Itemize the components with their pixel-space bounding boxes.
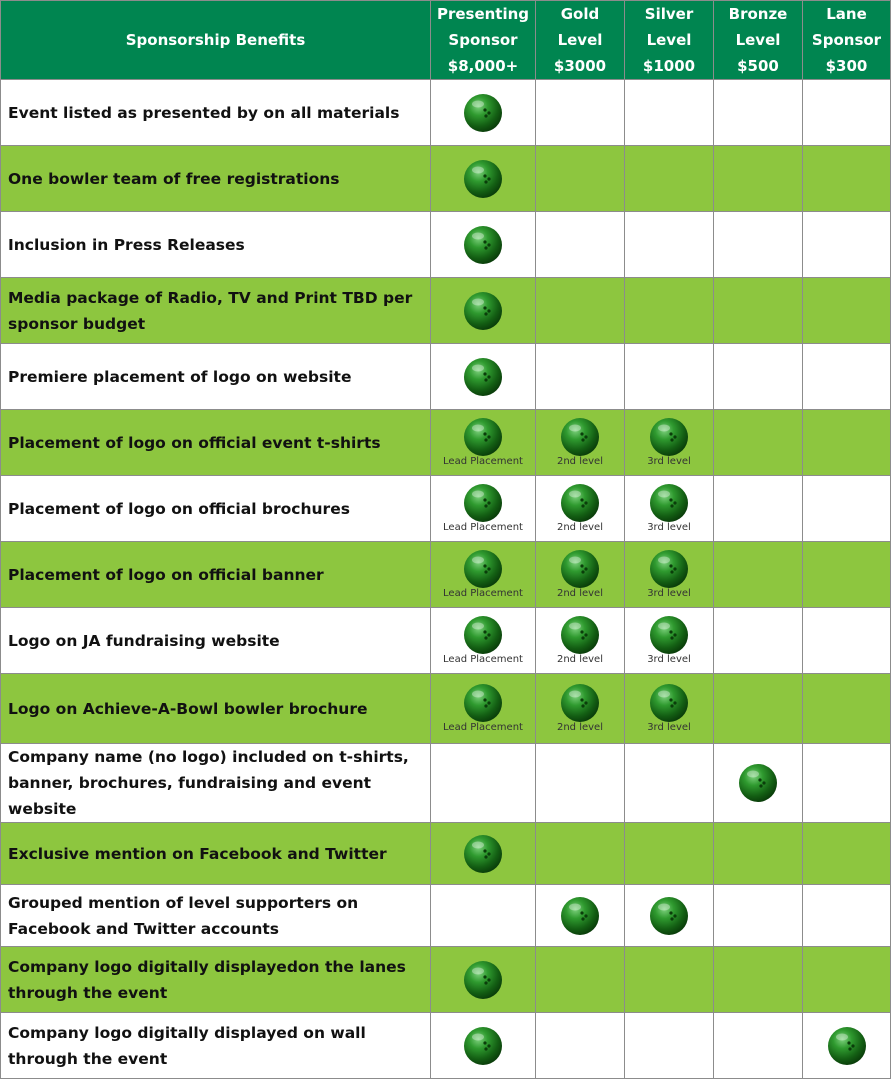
benefit-marker [536, 615, 624, 666]
tier-cell-bronze [714, 344, 803, 410]
bowling-ball-icon [649, 896, 689, 936]
bowling-ball-icon [560, 615, 600, 655]
benefit-marker [625, 896, 713, 936]
benefit-label: One bowler team of free registrations [1, 146, 431, 212]
benefit-label: Company logo digitally displayed on wall through the event [1, 1013, 431, 1079]
benefit-label: Media package of Radio, TV and Print TBD per sponsor budget [1, 278, 431, 344]
tier-cell-gold [536, 674, 625, 744]
tier-cell-silver [625, 344, 714, 410]
bowling-ball-icon [649, 683, 689, 723]
bowling-ball-icon [463, 549, 503, 589]
tier-cell-silver [625, 410, 714, 476]
benefit-marker [714, 763, 802, 803]
benefit-label: Premiere placement of logo on website [1, 344, 431, 410]
benefit-marker [431, 483, 535, 534]
tier-cell-silver [625, 744, 714, 823]
benefit-marker [625, 549, 713, 600]
benefit-marker [431, 1026, 535, 1066]
placement-note: Lead Placement [443, 456, 523, 467]
placement-note: 2nd level [556, 522, 603, 533]
tier-cell-presenting [431, 1013, 536, 1079]
benefit-label: Logo on JA fundraising website [1, 608, 431, 674]
header-row [1, 1, 891, 80]
bowling-ball-icon [649, 615, 689, 655]
tier-cell-presenting [431, 410, 536, 476]
table-row [1, 744, 891, 823]
benefit-label: Placement of logo on official brochures [1, 476, 431, 542]
table-row [1, 344, 891, 410]
tier-cell-bronze [714, 744, 803, 823]
benefits-column-header: Sponsorship Benefits [1, 1, 431, 80]
table-row [1, 1013, 891, 1079]
tier-cell-lane [803, 344, 891, 410]
tier-cell-presenting [431, 823, 536, 885]
bowling-ball-icon [649, 417, 689, 457]
tier-cell-presenting [431, 344, 536, 410]
placement-note: Lead Placement [443, 654, 523, 665]
bowling-ball-icon [463, 834, 503, 874]
bowling-ball-icon [560, 683, 600, 723]
benefit-label: Grouped mention of level supporters on Facebook and Twitter accounts [1, 885, 431, 947]
tier-header-price: $1000 [642, 57, 696, 75]
tier-cell-bronze [714, 608, 803, 674]
table-row [1, 674, 891, 744]
table-row [1, 885, 891, 947]
placement-note: 2nd level [556, 654, 603, 665]
benefit-label: Exclusive mention on Facebook and Twitter [1, 823, 431, 885]
tier-cell-lane [803, 608, 891, 674]
benefit-marker [431, 225, 535, 265]
benefit-marker [536, 896, 624, 936]
tier-cell-bronze [714, 1013, 803, 1079]
benefit-marker [625, 615, 713, 666]
tier-cell-bronze [714, 674, 803, 744]
tier-cell-lane [803, 146, 891, 212]
bowling-ball-icon [649, 549, 689, 589]
tier-cell-silver [625, 278, 714, 344]
tier-cell-presenting [431, 885, 536, 947]
placement-note: 2nd level [556, 456, 603, 467]
tier-cell-bronze [714, 278, 803, 344]
tier-cell-lane [803, 212, 891, 278]
bowling-ball-icon [463, 683, 503, 723]
tier-header-line: Presenting [436, 5, 530, 23]
benefit-marker [625, 683, 713, 734]
tier-cell-lane [803, 674, 891, 744]
benefit-marker [625, 483, 713, 534]
tier-cell-presenting [431, 674, 536, 744]
tier-cell-bronze [714, 885, 803, 947]
bowling-ball-icon [560, 483, 600, 523]
bowling-ball-icon [649, 483, 689, 523]
benefit-marker [431, 93, 535, 133]
bowling-ball-icon [463, 1026, 503, 1066]
tier-header-line: Silver [644, 5, 694, 23]
bowling-ball-icon [463, 225, 503, 265]
table-row [1, 212, 891, 278]
placement-note: 3rd level [647, 588, 691, 599]
tier-header-line: Sponsor [448, 31, 518, 49]
bowling-ball-icon [560, 896, 600, 936]
table-row [1, 278, 891, 344]
tier-cell-bronze [714, 410, 803, 476]
bowling-ball-icon [463, 615, 503, 655]
tier-cell-presenting [431, 278, 536, 344]
tier-header-presenting [431, 1, 536, 80]
tier-cell-lane [803, 278, 891, 344]
tier-cell-gold [536, 344, 625, 410]
tier-header-bronze [714, 1, 803, 80]
tier-header-price: $8,000+ [447, 57, 519, 75]
benefit-label: Placement of logo on official event t-shirts [1, 410, 431, 476]
benefit-label: Company name (no logo) included on t-shirts, banner, brochures, fundraising and event website [1, 744, 431, 823]
tier-cell-silver [625, 608, 714, 674]
benefit-marker [431, 683, 535, 734]
benefit-marker [536, 417, 624, 468]
benefit-marker [431, 615, 535, 666]
tier-cell-lane [803, 823, 891, 885]
tier-header-line: Sponsor [811, 31, 882, 49]
benefit-label: Placement of logo on official banner [1, 542, 431, 608]
benefit-marker [431, 159, 535, 199]
tier-cell-gold [536, 410, 625, 476]
bowling-ball-icon [738, 763, 778, 803]
table-row [1, 542, 891, 608]
tier-cell-presenting [431, 542, 536, 608]
tier-cell-bronze [714, 212, 803, 278]
bowling-ball-icon [463, 93, 503, 133]
bowling-ball-icon [827, 1026, 867, 1066]
tier-cell-lane [803, 410, 891, 476]
tier-cell-presenting [431, 476, 536, 542]
bowling-ball-icon [463, 159, 503, 199]
tier-cell-gold [536, 212, 625, 278]
tier-cell-gold [536, 542, 625, 608]
table-row [1, 476, 891, 542]
tier-cell-gold [536, 885, 625, 947]
tier-header-line: Gold [560, 5, 600, 23]
placement-note: 2nd level [556, 722, 603, 733]
tier-cell-gold [536, 146, 625, 212]
table-row [1, 146, 891, 212]
placement-note: 3rd level [647, 654, 691, 665]
tier-cell-lane [803, 744, 891, 823]
tier-cell-bronze [714, 542, 803, 608]
tier-cell-silver [625, 1013, 714, 1079]
tier-cell-gold [536, 278, 625, 344]
bowling-ball-icon [560, 417, 600, 457]
table-row [1, 410, 891, 476]
placement-note: 3rd level [647, 722, 691, 733]
bowling-ball-icon [463, 960, 503, 1000]
tier-cell-silver [625, 542, 714, 608]
tier-header-line: Lane [826, 5, 867, 23]
tier-cell-gold [536, 823, 625, 885]
tier-cell-bronze [714, 80, 803, 146]
benefit-marker [803, 1026, 890, 1066]
placement-note: 3rd level [647, 522, 691, 533]
tier-header-silver [625, 1, 714, 80]
tier-header-price: $500 [737, 57, 779, 75]
tier-cell-lane [803, 947, 891, 1013]
tier-header-lane [803, 1, 891, 80]
benefit-label: Event listed as presented by on all materials [1, 80, 431, 146]
tier-header-gold [536, 1, 625, 80]
tier-cell-gold [536, 947, 625, 1013]
tier-cell-gold [536, 608, 625, 674]
tier-cell-presenting [431, 146, 536, 212]
tier-header-line: Level [735, 31, 781, 49]
benefit-marker [536, 483, 624, 534]
tier-cell-bronze [714, 823, 803, 885]
benefit-marker [431, 357, 535, 397]
benefit-marker [431, 960, 535, 1000]
tier-header-line: Level [646, 31, 692, 49]
tier-cell-lane [803, 80, 891, 146]
bowling-ball-icon [463, 357, 503, 397]
tier-cell-presenting [431, 744, 536, 823]
tier-cell-presenting [431, 80, 536, 146]
tier-cell-bronze [714, 146, 803, 212]
benefit-label: Company logo digitally displayedon the lanes through the event [1, 947, 431, 1013]
tier-header-price: $3000 [553, 57, 607, 75]
benefit-label: Inclusion in Press Releases [1, 212, 431, 278]
table-row [1, 947, 891, 1013]
bowling-ball-icon [463, 483, 503, 523]
tier-cell-silver [625, 823, 714, 885]
benefit-marker [431, 291, 535, 331]
bowling-ball-icon [463, 417, 503, 457]
tier-cell-presenting [431, 212, 536, 278]
tier-cell-gold [536, 1013, 625, 1079]
benefit-marker [625, 417, 713, 468]
placement-note: Lead Placement [443, 588, 523, 599]
benefit-marker [431, 834, 535, 874]
tier-cell-silver [625, 885, 714, 947]
benefit-marker [431, 549, 535, 600]
tier-cell-silver [625, 947, 714, 1013]
tier-cell-presenting [431, 608, 536, 674]
tier-cell-lane [803, 885, 891, 947]
placement-note: Lead Placement [443, 722, 523, 733]
table-row [1, 823, 891, 885]
tier-cell-bronze [714, 476, 803, 542]
tier-cell-silver [625, 212, 714, 278]
benefit-marker [536, 683, 624, 734]
tier-cell-lane [803, 476, 891, 542]
tier-cell-silver [625, 146, 714, 212]
table-body [1, 80, 891, 1079]
placement-note: Lead Placement [443, 522, 523, 533]
tier-cell-silver [625, 80, 714, 146]
tier-cell-gold [536, 476, 625, 542]
table-row [1, 80, 891, 146]
benefit-marker [536, 549, 624, 600]
tier-cell-silver [625, 476, 714, 542]
bowling-ball-icon [560, 549, 600, 589]
placement-note: 3rd level [647, 456, 691, 467]
table-row [1, 608, 891, 674]
benefit-label: Logo on Achieve-A-Bowl bowler brochure [1, 674, 431, 744]
tier-header-line: Level [557, 31, 603, 49]
tier-cell-gold [536, 80, 625, 146]
tier-cell-silver [625, 674, 714, 744]
benefit-marker [431, 417, 535, 468]
tier-cell-bronze [714, 947, 803, 1013]
placement-note: 2nd level [556, 588, 603, 599]
tier-header-price: $300 [825, 57, 868, 75]
tier-cell-gold [536, 744, 625, 823]
bowling-ball-icon [463, 291, 503, 331]
tier-header-line: Bronze [728, 5, 788, 23]
tier-cell-presenting [431, 947, 536, 1013]
tier-cell-lane [803, 542, 891, 608]
tier-cell-lane [803, 1013, 891, 1079]
